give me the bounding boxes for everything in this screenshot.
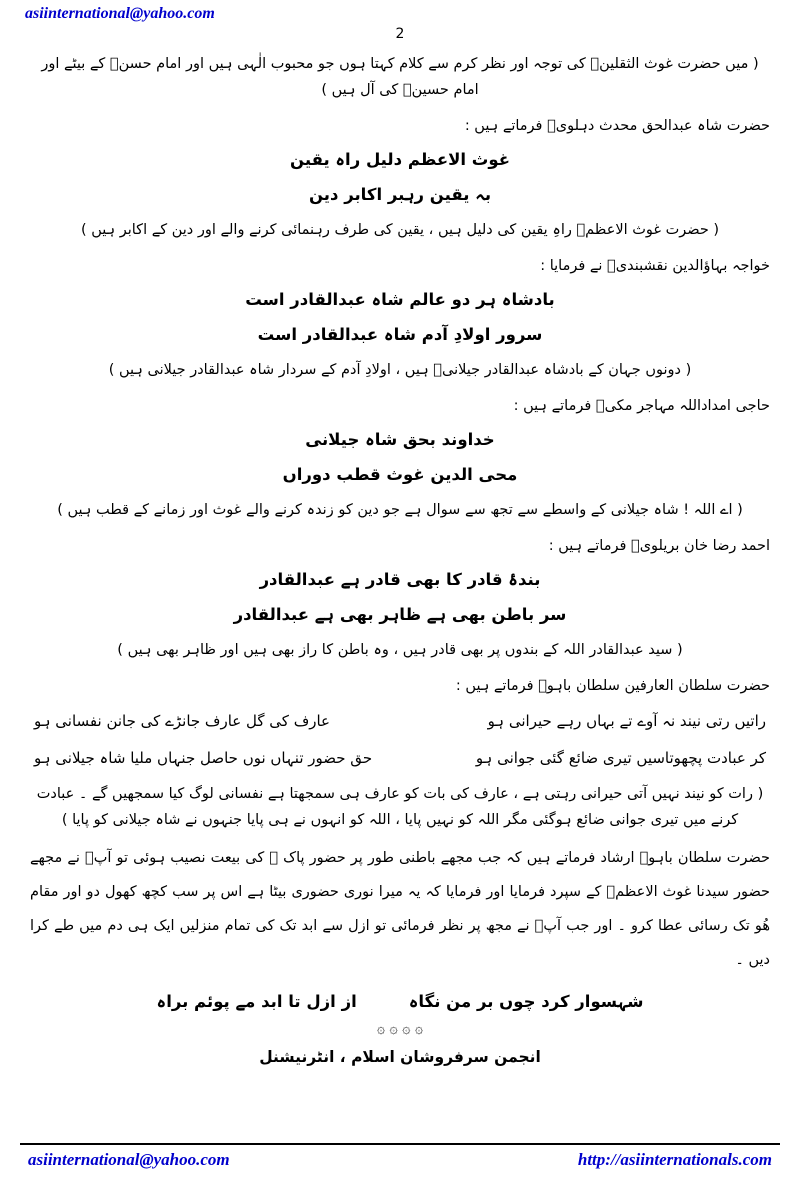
footer [20,1143,780,1170]
punjabi-verse-row [30,707,770,735]
closing-verse [30,989,770,1015]
translation-note: ( حضرت غوث الاعظمؒ راہِ یقین کی دلیل ہیں ، یقین کی طرف رہنمائی کرنے والے اور دین کے اکابر ہیں ) [80,222,720,238]
page-content [0,42,800,1069]
verse-line: سر باطن بھی ہے ظاہر بھی ہے عبدالقادر [233,605,567,624]
page-number: 2 [395,26,405,42]
translation-note: ( سید عبدالقادر اللہ کے بندوں پر بھی قادر ہیں ، وہ باطن کا راز بھی ہیں اور ظاہر بھی ہیں ) [117,642,683,658]
star-ornament: ۞ ۞ ۞ ۞ [376,1021,424,1037]
prose-paragraph: حضرت سلطان باہوؒ ارشاد فرماتے ہیں کہ جب مجھے باطنی طور پر حضور پاک ﷺ کی بیعت نصیب ہوئی تو آپؐ نے مجھے حضور سیدنا غوث الاعظمؓ کے سپرد فرمایا اور فرمایا کہ یہ میرا نوری حضوری بیٹا ہے اس پر سب کچھ کھول دو اور مقام ھُو تک رسائی عطا کرو ۔ اور جب آپؓ نے مجھ پر نظر فرمائی تو ازل سے ابد تک کی تمام منزلیں ایک ہی دم میں طے کرا دیں ۔ [30,850,770,968]
speaker-heading: حاجی امداداللہ مہاجر مکیؒ فرماتے ہیں : [513,398,770,414]
verse-line: سرور اولادِ آدم شاہ عبدالقادر است [257,325,543,344]
verse-line: خداوند بحق شاہ جیلانی [305,430,495,449]
verse-line: بادشاہ ہر دو عالم شاہ عبدالقادر است [245,290,555,309]
hemistich-right: کر عبادت پچھوتاسیں تیری ضائع گئی جوانی ہو [475,749,766,767]
organization-line: انجمن سرفروشان اسلام ، انٹرنیشنل [259,1048,541,1066]
verse-line: محی الدین غوث قطب دوراں [282,465,518,484]
verse-line: بہ یقین رہبر اکابر دین [308,185,492,204]
verse-line: بندۂ قادر کا بھی قادر ہے عبدالقادر [259,570,541,589]
translation-note: ( اے اللہ ! شاہ جیلانی کے واسطے سے تجھ سے سوال ہے جو دین کو زندہ کرنے والے غوث اور زمانے کے قطب ہیں ) [57,502,743,518]
hemistich-right: شہسوار کرد چوں بر من نگاہ [408,992,644,1011]
footer-website-link[interactable]: http://asiinternationals.com [577,1150,772,1169]
verse-line: غوث الاعظم دلیل راہ یقین [289,150,510,169]
header-email-link[interactable]: asiinternational@yahoo.com [25,5,215,22]
speaker-heading: احمد رضا خان بریلویؒ فرماتے ہیں : [548,538,770,554]
footer-email-link[interactable]: asiinternational@yahoo.com [28,1150,230,1169]
hemistich-left: حق حضور تنہاں نوں حاصل جنہاں ملیا شاہ جیلانی ہو [34,749,373,767]
hemistich-left: عارف کی گل عارف جانڑے کی جانن نفسانی ہو [34,712,331,730]
hemistich-left: از ازل تا ابد مے پوئم براہ [156,992,357,1011]
speaker-heading: خواجہ بہاؤالدین نقشبندیؒ نے فرمایا : [540,258,770,274]
opening-note: ( میں حضرت غوث الثقلینؓ کی توجہ اور نظر کرم سے کلام کہتا ہوں جو محبوب الٰہی ہیں اور امام حسنؑ کے بیٹے اور امام حسینؑ کی آل ہیں ) [41,56,759,98]
hemistich-right: راتیں رتی نیند نہ آوے تے بہاں رہے حیرانی ہو [487,712,766,730]
speaker-heading: حضرت سلطان العارفین سلطان باہوؒ فرماتے ہیں : [455,678,770,694]
punjabi-verse-row [30,744,770,772]
translation-note: ( رات کو نیند نہیں آتی حیرانی رہتی ہے ، عارف کی بات کو عارف ہی سمجھتا ہے نفسانی لوگ کیا سمجھیں گے ۔ عبادت کرنے میں تیری جوانی ضائع ہوگئی مگر اللہ کو نہیں پایا ، اللہ کو انہوں نے ہی پایا جنہوں نے شاہ جیلانی کو پایا ) [36,786,764,828]
speaker-heading: حضرت شاہ عبدالحق محدث دہلویؒ فرماتے ہیں : [464,118,770,134]
translation-note: ( دونوں جہان کے بادشاہ عبدالقادر جیلانیؒ ہیں ، اولادِ آدم کے سردار شاہ عبدالقادر جیلانی ہیں ) [108,362,692,378]
